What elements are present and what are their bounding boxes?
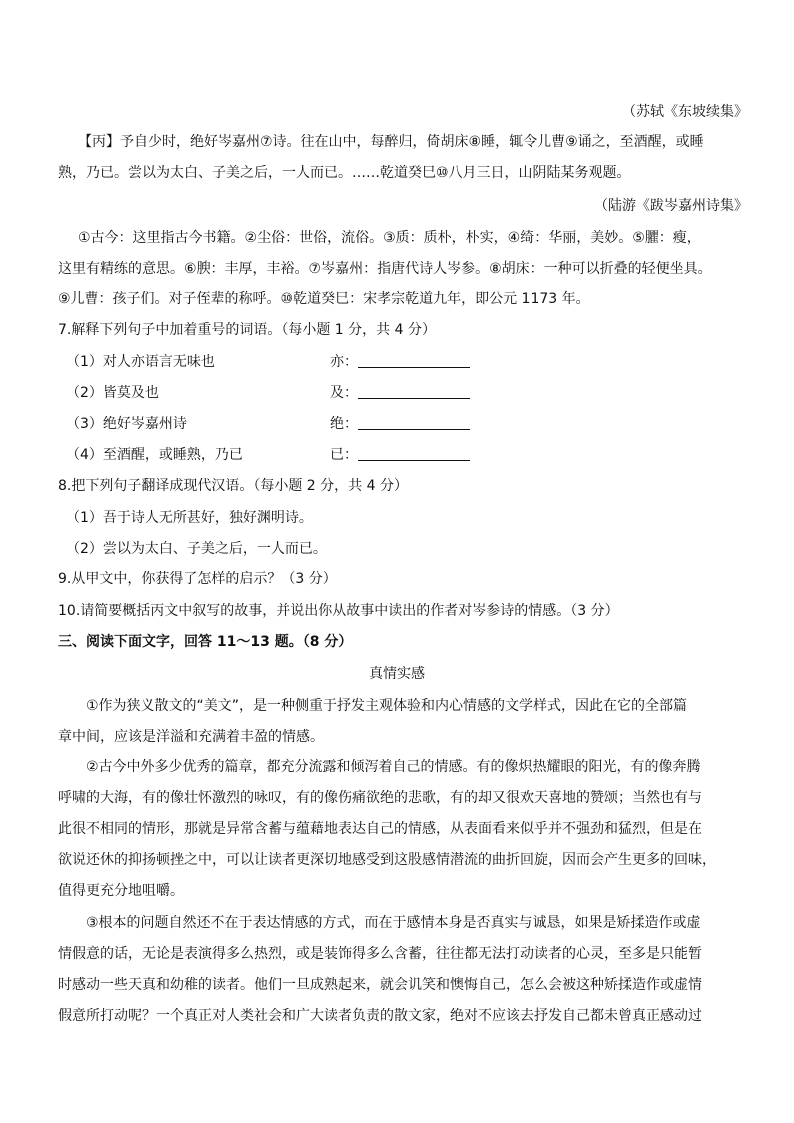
essay-p1-line-2: 章中间，应该是洋溢和充满着丰盈的情感。 xyxy=(58,729,324,745)
bing-text-line-2: 熟，乃已。尝以为太白、子美之后，一人而已。……乾道癸巳⑩八月三日，山阴陆某务观题。 xyxy=(58,165,631,181)
q8-title: 8.把下列句子翻译成现代汉语。（每小题 2 分，共 4 分） xyxy=(58,478,408,494)
q8-sentence-2: （2）尝以为太白、子美之后，一人而已。 xyxy=(66,541,327,557)
q7-item-2-answer-blank[interactable] xyxy=(358,398,470,399)
q7-title: 7.解释下列句子中加着重号的词语。（每小题 1 分，共 4 分） xyxy=(58,322,436,338)
q7-item-4-word: 已： xyxy=(330,447,358,463)
q7-item-2-sentence: （2）皆莫及也 xyxy=(66,385,159,401)
essay-p2-line-3: 此很不相同的情形，那就是异常含蓄与蕴藉地表达自己的情感，从表面看来似乎并不强劲和猛烈，但是在 xyxy=(58,821,702,837)
essay-p3-line-3: 时感动一些天真和幼稚的读者。他们一旦成熟起来，就会讥笑和懊悔自己，怎么会被这种矫揉造作或虚情 xyxy=(58,977,702,993)
top-source: （苏轼《东坡续集》 xyxy=(622,104,748,120)
essay-p3-line-2: 情假意的话，无论是表演得多么热烈，或是装饰得多么含蓄，往往都无法打动读者的心灵，至多是只能暂 xyxy=(58,946,702,962)
q7-item-2-word: 及： xyxy=(330,385,358,401)
section-3-heading: 三、阅读下面文字，回答 11～13 题。（8 分） xyxy=(58,634,353,650)
essay-p2-line-2: 呼啸的大海，有的像壮怀激烈的咏叹，有的像伤痛欲绝的悲歌，有的却又很欢天喜地的赞颂；当然也有与 xyxy=(58,790,702,806)
q7-item-3-answer-blank[interactable] xyxy=(358,429,470,430)
q7-item-4-sentence: （4）至酒醒，或睡熟，乃已 xyxy=(66,447,243,463)
q7-item-1-answer-blank[interactable] xyxy=(358,367,470,368)
q7-item-1-word: 亦： xyxy=(330,354,358,370)
essay-p3-line-1: ③根本的问题自然还不在于表达情感的方式，而在于感情本身是否真实与诚恳，如果是矫揉造作或虚 xyxy=(86,915,701,931)
essay-title: 真情实感 xyxy=(369,666,425,682)
essay-p3-line-4: 假意所打动呢？一个真正对人类社会和广大读者负责的散文家，绝对不应该去抒发自己都未曾真正感动过 xyxy=(58,1008,702,1024)
essay-p2-line-5: 值得更充分地咀嚼。 xyxy=(58,883,184,899)
q7-item-1-sentence: （1）对人亦语言无味也 xyxy=(66,354,215,370)
notes-line-2: 这里有精练的意思。⑥腴：丰厚，丰裕。⑦岑嘉州：指唐代诗人岑参。⑧胡床：一种可以折叠的轻便坐具。 xyxy=(58,261,712,277)
q7-item-3-sentence: （3）绝好岑嘉州诗 xyxy=(66,416,187,432)
q7-item-3-word: 绝： xyxy=(330,416,358,432)
essay-p2-line-4: 欲说还休的抑扬顿挫之中，可以让读者更深切地感受到这股感情潜流的曲折回旋，因而会产生更多的回味， xyxy=(58,852,716,868)
bing-source: （陆游《跋岑嘉州诗集》 xyxy=(594,198,748,214)
q9-question: 9.从甲文中，你获得了怎样的启示？（3 分） xyxy=(58,571,337,587)
essay-p2-line-1: ②古今中外多少优秀的篇章，都充分流露和倾泻着自己的情感。有的像炽热耀眼的阳光，有的像奔腾 xyxy=(86,759,701,775)
bing-text-line-1: 【丙】予自少时，绝好岑嘉州⑦诗。往在山中，每醉归，倚胡床⑧睡，辄令儿曹⑨诵之，至酒醒，或睡 xyxy=(78,134,704,150)
essay-p1-line-1: ①作为狭义散文的“美文”，是一种侧重于抒发主观体验和内心情感的文学样式，因此在它的全部篇 xyxy=(86,698,688,714)
q8-sentence-1: （1）吾于诗人无所甚好，独好渊明诗。 xyxy=(66,510,313,526)
q7-item-4-answer-blank[interactable] xyxy=(358,460,470,461)
q10-question: 10.请简要概括丙文中叙写的故事，并说出你从故事中读出的作者对岑参诗的情感。（3 分） xyxy=(58,603,619,619)
notes-line-3: ⑨儿曹：孩子们。对子侄辈的称呼。⑩乾道癸巳：宋孝宗乾道九年，即公元 1173 年。 xyxy=(58,291,590,307)
notes-line-1: ①古今：这里指古今书籍。②尘俗：世俗，流俗。③质：质朴，朴实，④绮：华丽，美妙。⑤臞：瘦， xyxy=(78,230,701,246)
